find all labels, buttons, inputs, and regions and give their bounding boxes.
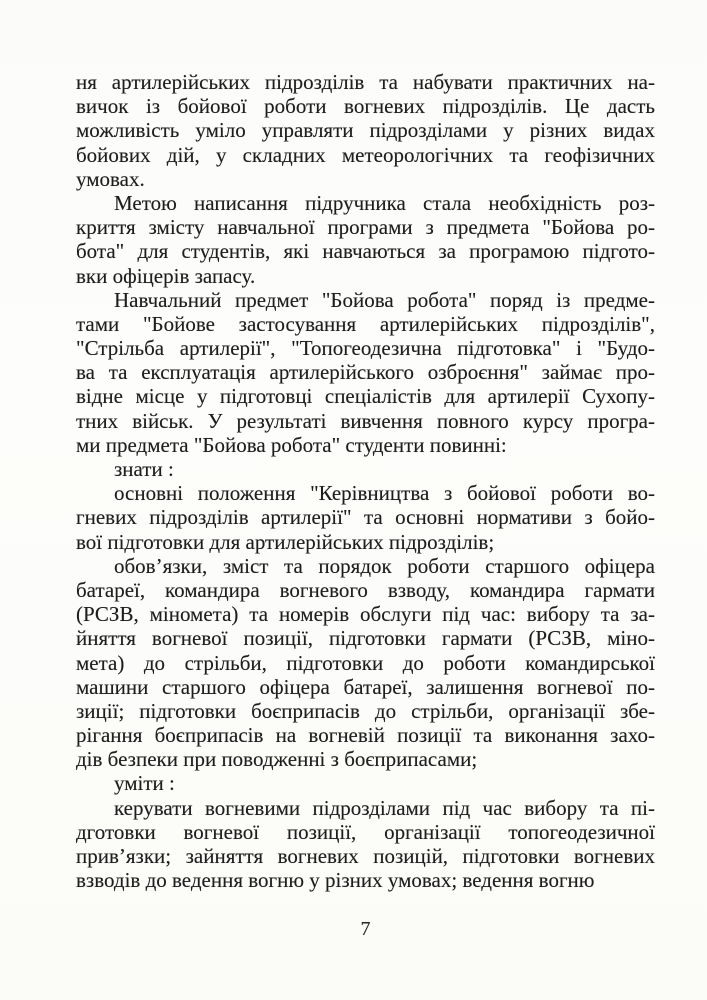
text-line: відне місце у підготовці спеціалістів для артилерії Сухопу- <box>76 384 655 409</box>
text-line: умовах. <box>76 166 145 191</box>
text-line: зиції; підготовки боєприпасів до стрільби, організації збе- <box>76 698 655 723</box>
text-line: "Стрільба артилерії", "Топогеодезична підготовка" і "Будо- <box>76 336 655 361</box>
text-line: взводів до ведення вогню у різних умовах; ведення вогню <box>76 868 595 893</box>
text-line: уміти : <box>114 771 175 796</box>
text-line: вичок із бойової роботи вогневих підрозділів. Це дасть <box>76 94 655 119</box>
text-line: машини старшого офіцера батареї, залишення вогневої по- <box>76 674 655 699</box>
text-line: (РСЗВ, міномета) та номерів обслуги під час: вибору та за- <box>76 602 655 627</box>
text-line: ва та експлуатація артилерійського озброєння" займає про- <box>76 360 655 385</box>
text-line: криття змісту навчальної програми з предмета "Бойова ро- <box>76 215 655 240</box>
text-line: бота" для студентів, які навчаються за програмою підгото- <box>76 239 655 264</box>
text-line: бойових дій, у складних метеорологічних та геофізичних <box>76 142 655 167</box>
page-number: 7 <box>360 918 371 940</box>
text-line: ми предмета "Бойова робота" студенти повинні: <box>76 432 507 457</box>
text-line: дготовки вогневої позиції, організації топогеодезичної <box>76 819 655 844</box>
text-line: вки офіцерів запасу. <box>76 263 256 288</box>
text-line: основні положення "Керівництва з бойової роботи во- <box>114 481 655 506</box>
text-line: тами "Бойове застосування артилерійських підрозділів", <box>76 311 655 336</box>
text-line: прив’язки; зайняття вогневих позицій, підготовки вогневих <box>76 844 655 868</box>
text-line: вої підготовки для артилерійських підрозділів; <box>76 529 495 554</box>
text-line: обов’язки, зміст та порядок роботи старшого офіцера <box>114 553 655 578</box>
text-line: батареї, командира вогневого взводу, командира гармати <box>76 577 655 602</box>
text-line: мета) до стрільби, підготовки до роботи командирської <box>76 650 655 675</box>
text-block <box>76 70 655 892</box>
text-line: рігання боєприпасів на вогневій позиції та виконання захо- <box>76 723 655 748</box>
text-line: йняття вогневої позиції, підготовки гармати (РСЗВ, міно- <box>76 626 655 651</box>
text-line: тних військ. У результаті вивчення повного курсу програ- <box>76 408 655 433</box>
text-line: гневих підрозділів артилерії" та основні нормативи з бойо- <box>76 505 655 530</box>
text-line: можливість уміло управляти підрозділами у різних видах <box>76 118 655 143</box>
text-line: Метою написання підручника стала необхідність роз- <box>114 190 655 215</box>
text-line: знати : <box>114 457 174 481</box>
text-line: дів безпеки при поводженні з боєприпасами; <box>76 747 478 772</box>
text-line: Навчальний предмет "Бойова робота" поряд із предме- <box>114 287 655 312</box>
text-line: керувати вогневими підрозділами під час вибору та пі- <box>114 795 655 820</box>
text-line: ня артилерійських підрозділів та набувати практичних на- <box>76 70 655 94</box>
